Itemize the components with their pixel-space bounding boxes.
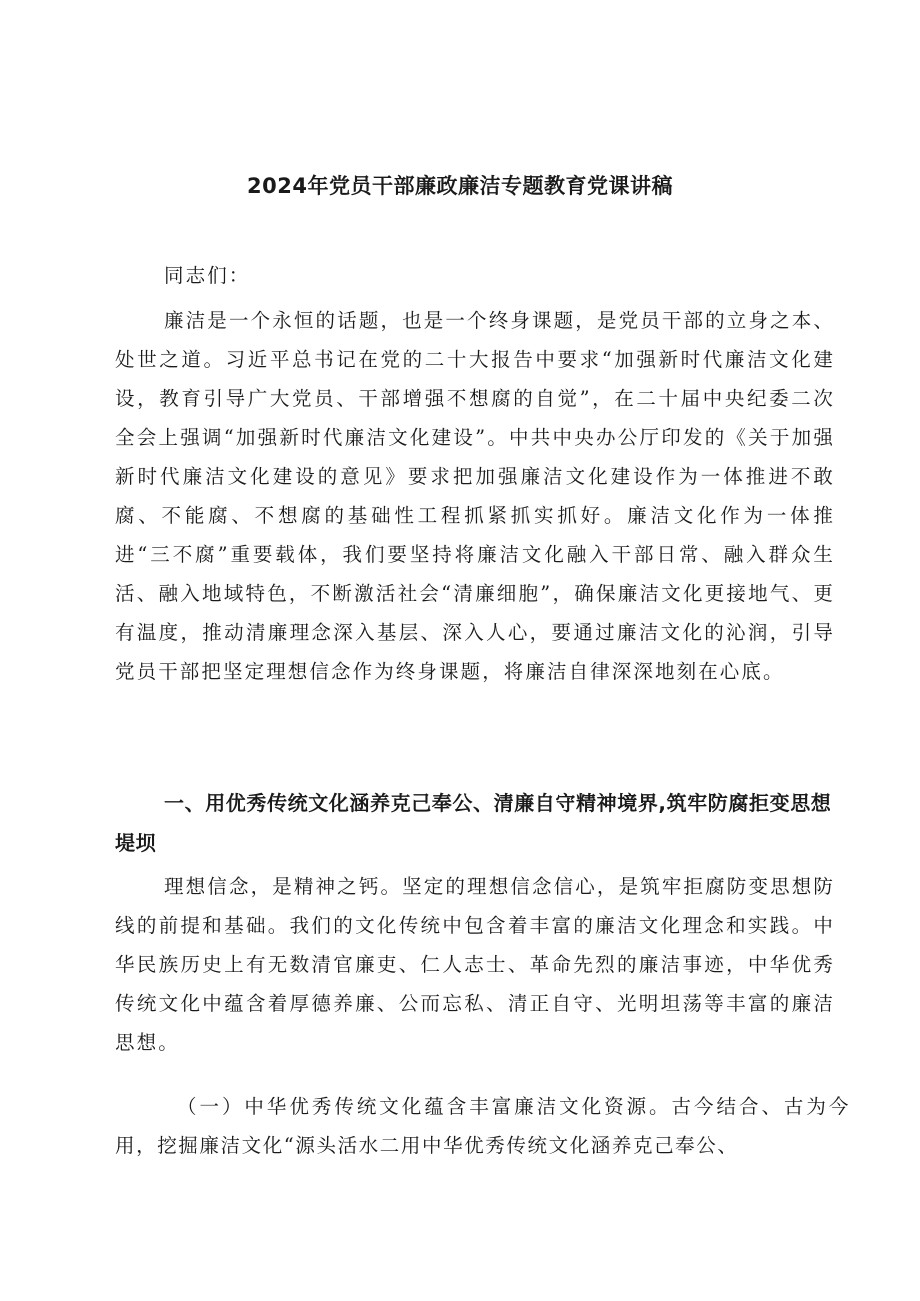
paragraph-intro: 廉洁是一个永恒的话题，也是一个终身课题，是党员干部的立身之本、处世之道。习近平总书记在党的二十大报告中要求“加强新时代廉洁文化建设，教育引导广大党员、干部增强不想腐的自觉”，在二十届中央纪委二次全会上强调“加强新时代廉洁文化建设”。中共中央办公厅印发的《关于加强新时代廉洁文化建设的意见》要求把加强廉洁文化建设作为一体推进不敢腐、不能腐、不想腐的基础性工程抓紧抓实抓好。廉洁文化作为一体推进“三不腐”重要载体，我们要坚持将廉洁文化融入干部日常、融入群众生活、融入地域特色，不断激活社会“清廉细胞”，确保廉洁文化更接地气、更有温度，推动清廉理念深入基层、深入人心，要通过廉洁文化的沁润，引导党员干部把坚定理想信念作为终身课题，将廉洁自律深深地刻在心底。 xyxy=(115,309,835,683)
salutation: 同志们： xyxy=(164,264,251,287)
document-title: 2024年党员干部廉政廉洁专题教育党课讲稿 xyxy=(247,174,673,198)
section-heading-1: 一、用优秀传统文化涵养克己奉公、清廉自守精神境界,筑牢防腐拒变思想堤坝 xyxy=(115,791,832,855)
paragraph-section-1: 理想信念，是精神之钙。坚定的理想信念信心，是筑牢拒腐防变思想防线的前提和基础。我们的文化传统中包含着丰富的廉洁文化理念和实践。中华民族历史上有无数清官廉吏、仁人志士、革命先烈的廉洁事迹，中华优秀传统文化中蕴含着厚德养廉、公而忘私、清正自守、光明坦荡等丰富的廉洁思想。 xyxy=(115,875,835,1054)
paragraph-subsection-1: （一）中华优秀传统文化蕴含丰富廉洁文化资源。古今结合、古为今用，挖掘廉洁文化“源头活水二用中华优秀传统文化涵养克己奉公、 xyxy=(115,1095,850,1157)
